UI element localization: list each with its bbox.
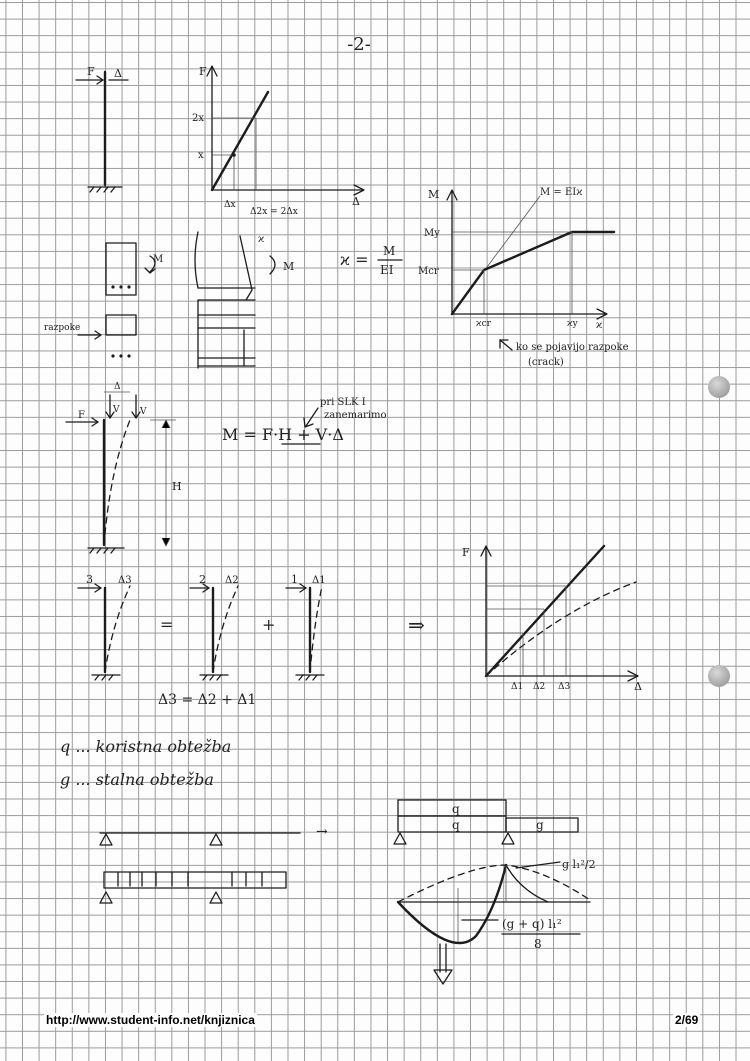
force-displacement-graph bbox=[192, 65, 364, 217]
moment-curvature-graph bbox=[418, 187, 629, 368]
fd2-delta-3: Δ3 bbox=[558, 682, 571, 692]
mk-curvature-axis-label: ϰ bbox=[596, 320, 603, 331]
arrangement-q-mid: q bbox=[452, 818, 460, 832]
sup-implies-arrow: ⇒ bbox=[408, 613, 425, 637]
punch-hole-top bbox=[708, 376, 730, 398]
fd-level-2x: 2x bbox=[192, 113, 205, 124]
fd-level-x: x bbox=[198, 150, 204, 161]
pd-vertical-load-2: V bbox=[140, 407, 147, 417]
fd-d2x-label: Δ2x = 2Δx bbox=[250, 207, 298, 217]
beam-arrow: → bbox=[316, 824, 328, 840]
mk-my-label: My bbox=[424, 228, 440, 239]
pd-moment-formula: M = F·H + V·Δ bbox=[222, 425, 344, 444]
beam-segment-sketch bbox=[195, 232, 294, 368]
moment-diagram-sketch bbox=[398, 858, 596, 984]
mk-crack-note-en: (crack) bbox=[528, 357, 564, 368]
load-arrangement-sketch bbox=[394, 800, 578, 844]
mk-kcr-label: ϰcr bbox=[476, 319, 491, 329]
sup-equals: = bbox=[160, 615, 174, 634]
load-definitions bbox=[60, 737, 231, 789]
dead-load-definition: g ... stalna obtežba bbox=[60, 770, 214, 789]
span-moment-denominator: 8 bbox=[534, 937, 542, 951]
fd2-disp-axis-label: Δ bbox=[634, 680, 642, 693]
fd-disp-axis-label: Δ bbox=[352, 195, 360, 208]
pd-force-label: F bbox=[78, 410, 85, 421]
sup-plus: + bbox=[262, 615, 276, 634]
p-delta-formula bbox=[222, 397, 387, 444]
punch-hole-bottom bbox=[708, 665, 730, 687]
mk-crack-note: ko se pojavijo razpoke bbox=[516, 342, 629, 353]
sup-delta-formula: Δ3 = Δ2 + Δ1 bbox=[158, 692, 257, 708]
page-number-mark: -2- bbox=[347, 34, 371, 55]
live-load-definition: q ... koristna obtežba bbox=[60, 737, 232, 756]
footer-url[interactable]: http://www.student-info.net/knjiznica bbox=[46, 1013, 255, 1027]
curvature-numerator: M bbox=[383, 244, 396, 258]
arrangement-q-top: q bbox=[452, 802, 460, 816]
mk-mcr-label: Mcr bbox=[418, 266, 439, 277]
cross-section-sketch bbox=[44, 243, 163, 358]
sup-load-1: 1 bbox=[291, 573, 298, 586]
nonlinear-fd-graph bbox=[462, 546, 642, 693]
fd2-delta-2: Δ2 bbox=[533, 682, 546, 692]
superposition-sketch bbox=[78, 573, 425, 708]
beam-moment-label: M bbox=[283, 260, 295, 273]
continuous-beam-sketch bbox=[100, 824, 328, 903]
beam-curvature-label: ϰ bbox=[258, 234, 265, 245]
fd-dx-label: Δx bbox=[224, 200, 236, 210]
fd-force-axis-label: F bbox=[199, 65, 207, 78]
curvature-formula-left: ϰ = bbox=[340, 250, 369, 269]
footer-page-count: 2/69 bbox=[675, 1013, 699, 1027]
column-displacement-label: Δ bbox=[114, 67, 122, 80]
sup-delta-2: Δ2 bbox=[225, 575, 239, 586]
column-force-label: F bbox=[87, 65, 95, 78]
sup-load-2: 2 bbox=[199, 573, 206, 586]
pd-note-line-2: zanemarimo bbox=[324, 410, 387, 421]
p-delta-column bbox=[66, 382, 182, 553]
mk-moment-axis-label: M bbox=[428, 188, 440, 201]
fd2-force-axis-label: F bbox=[462, 546, 470, 559]
span-moment-numerator: (g + q) l₁² bbox=[502, 917, 562, 931]
support-moment-label: g l₁²/2 bbox=[562, 858, 596, 871]
fd2-delta-1: Δ1 bbox=[511, 682, 524, 692]
pd-height-label: H bbox=[172, 480, 182, 493]
razpoke-label: razpoke bbox=[44, 323, 81, 333]
sup-delta-3: Δ3 bbox=[118, 575, 132, 586]
mk-elastic-line-label: M = EIϰ bbox=[540, 187, 583, 198]
curvature-denominator: EI bbox=[380, 263, 394, 277]
curvature-formula bbox=[340, 244, 402, 277]
sup-delta-1: Δ1 bbox=[312, 575, 326, 586]
pd-note-line-1: pri SLK I bbox=[320, 397, 366, 408]
mk-ky-label: ϰy bbox=[567, 319, 578, 329]
sup-load-3: 3 bbox=[86, 573, 93, 586]
pd-vertical-load-1: V bbox=[113, 405, 120, 415]
section-moment-label: M bbox=[153, 254, 164, 265]
arrangement-g: g bbox=[536, 818, 544, 832]
column-sketch bbox=[76, 65, 128, 192]
pd-delta-label: Δ bbox=[114, 382, 121, 392]
